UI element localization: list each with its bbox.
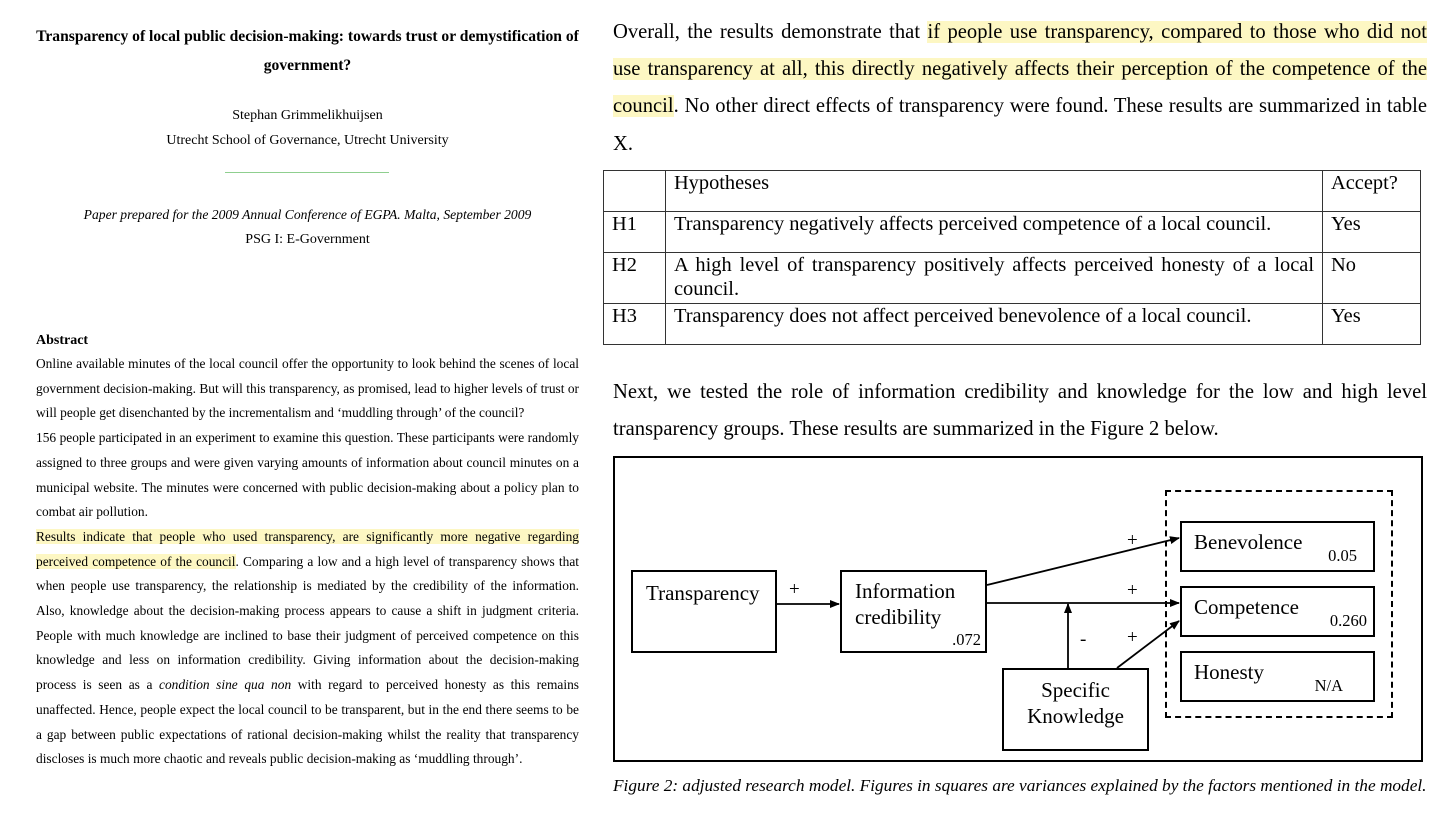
abstract-paragraph-3	[36, 525, 579, 772]
competence-variance: 0.260	[1329, 611, 1367, 630]
hypothesis-accept: Yes	[1323, 304, 1421, 345]
table-row	[604, 253, 1421, 304]
credibility-variance: .072	[952, 630, 981, 649]
transparency-box	[631, 570, 777, 653]
honesty-box	[1180, 651, 1375, 702]
table-header-cell	[604, 171, 666, 212]
figure-intro-paragraph: Next, we tested the role of information credibility and knowledge for the low and high level transparency groups. These results are summarized in the Figure 2 below.	[613, 381, 1427, 441]
sign-credibility-competence: +	[1127, 580, 1138, 601]
information-credibility-box	[840, 570, 987, 653]
figure-caption: Figure 2: adjusted research model. Figures in squares are variances explained by the factors mentioned in the model.	[613, 776, 1427, 795]
research-model-diagram	[613, 456, 1423, 762]
results-text-start: Overall, the results demonstrate that	[613, 21, 928, 43]
benevolence-variance: 0.05	[1328, 546, 1357, 565]
abstract-heading: Abstract	[36, 333, 89, 348]
results-paragraph	[613, 14, 1427, 163]
paper-title: Transparency of local public decision-making: towards trust or demystification of government?	[36, 28, 579, 74]
knowledge-label-line2: Knowledge	[1027, 704, 1124, 728]
sign-knowledge-moderation: -	[1080, 629, 1087, 650]
hypothesis-accept: No	[1323, 253, 1421, 304]
right-page	[603, 0, 1433, 834]
abstract-text-end: with regard to perceived honesty as this remains unaffected. Hence, people expect the local council to be transparent, but in the end there seems to be a gap between public expectations of rational decision-making whilst the reality that transparency discloses is much more chaotic and reveals public decision-making as ‘muddling through’.	[36, 677, 579, 767]
arrow-credibility-to-benevolence	[987, 538, 1179, 585]
sign-transparency-credibility: +	[789, 579, 800, 600]
benevolence-box	[1180, 521, 1375, 572]
table-header-cell: Accept?	[1323, 171, 1421, 212]
results-text-end: . No other direct effects of transparency were found. These results are summarized in table X.	[613, 95, 1427, 155]
hypothesis-id: H1	[604, 212, 666, 253]
hypothesis-text: Transparency negatively affects perceived competence of a local council.	[665, 212, 1322, 253]
abstract-paragraph-1: Online available minutes of the local council offer the opportunity to look behind the scenes of local government decision-making. But will this transparency, as promised, lead to higher levels of trust or will people get disenchanted by the incrementalism and ‘muddling through’ of the council?	[36, 356, 579, 421]
session-group: PSG I: E-Government	[245, 232, 370, 247]
hypothesis-accept: Yes	[1323, 212, 1421, 253]
table-row	[604, 304, 1421, 345]
honesty-variance: N/A	[1314, 676, 1343, 695]
honesty-label: Honesty	[1194, 660, 1264, 684]
competence-box	[1180, 586, 1375, 637]
table-header-cell: Hypotheses	[665, 171, 1322, 212]
specific-knowledge-box	[1002, 668, 1149, 751]
author-name: Stephan Grimmelikhuijsen	[232, 108, 383, 123]
transparency-label: Transparency	[646, 581, 760, 605]
credibility-label-line1: Information	[855, 579, 956, 603]
title-divider	[225, 172, 389, 173]
hypothesis-id: H2	[604, 253, 666, 304]
left-page	[36, 0, 579, 834]
abstract-italic-phrase: condition sine qua non	[159, 677, 292, 693]
results-highlight: if people use transparency, compared to those who did not use transparency at all, this directly negatively affects their perception of the competence of the council	[613, 21, 1427, 118]
knowledge-label-line1: Specific	[1041, 678, 1110, 702]
hypothesis-text: Transparency does not affect perceived benevolence of a local council.	[665, 304, 1322, 345]
author-affiliation: Utrecht School of Governance, Utrecht University	[166, 133, 449, 148]
conference-note: Paper prepared for the 2009 Annual Conference of EGPA. Malta, September 2009	[83, 207, 532, 222]
credibility-label-line2: credibility	[855, 605, 942, 629]
sign-knowledge-competence: +	[1127, 627, 1138, 648]
abstract-highlight: Results indicate that people who used transparency, are significantly more negative regarding perceived competence of the council	[36, 528, 579, 569]
abstract-text: . Comparing a low and a high level of transparency shows that when people use transparency, the relationship is mediated by the credibility of the information. Also, knowledge about the decision-making process appears to cause a shift in judgment criteria. People with much knowledge are inclined to base their judgment of perceived competence on this knowledge and less on information credibility. Giving information about the decision-making process is seen as a	[36, 553, 579, 693]
competence-label: Competence	[1194, 595, 1299, 619]
table-header-row	[604, 171, 1421, 212]
hypothesis-text: A high level of transparency positively affects perceived honesty of a local council.	[665, 253, 1322, 304]
hypothesis-id: H3	[604, 304, 666, 345]
benevolence-label: Benevolence	[1194, 530, 1303, 554]
abstract-body	[36, 352, 579, 772]
hypotheses-table	[603, 170, 1421, 345]
sign-credibility-benevolence: +	[1127, 530, 1138, 551]
abstract-paragraph-2: 156 people participated in an experiment to examine this question. These participants were randomly assigned to three groups and were given varying amounts of information about council minutes on a municipal website. The minutes were concerned with public decision-making about a policy plan to combat air pollution.	[36, 430, 579, 520]
table-row	[604, 212, 1421, 253]
